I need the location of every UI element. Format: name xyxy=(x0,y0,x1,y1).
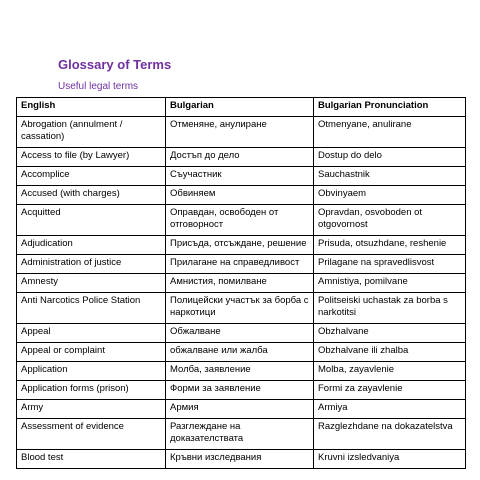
cell-bulgarian: Молба, заявление xyxy=(166,362,314,381)
cell-english: Abrogation (annulment / cassation) xyxy=(17,117,166,148)
header-pronunciation: Bulgarian Pronunciation xyxy=(314,98,466,117)
cell-bulgarian: Достъп до дело xyxy=(166,148,314,167)
cell-bulgarian: Армия xyxy=(166,400,314,419)
cell-english: Appeal or complaint xyxy=(17,343,166,362)
cell-pronunciation: Otmenyane, anulirane xyxy=(314,117,466,148)
glossary-table xyxy=(16,97,466,469)
cell-pronunciation: Prilagane na spravedlisvost xyxy=(314,255,466,274)
cell-english: Access to file (by Lawyer) xyxy=(17,148,166,167)
cell-english: Administration of justice xyxy=(17,255,166,274)
cell-pronunciation: Obvinyaem xyxy=(314,186,466,205)
header-english: English xyxy=(17,98,166,117)
page-subtitle: Useful legal terms xyxy=(58,81,139,92)
cell-pronunciation: Politseiski uchastak za borba s narkotitsi xyxy=(314,293,466,324)
cell-pronunciation: Amnistiya, pomilvane xyxy=(314,274,466,293)
cell-bulgarian: Прилагане на справедливост xyxy=(166,255,314,274)
cell-english: Assessment of evidence xyxy=(17,419,166,450)
cell-english: Application forms (prison) xyxy=(17,381,166,400)
cell-bulgarian: Оправдан, освободен от отговорност xyxy=(166,205,314,236)
cell-english: Accused (with charges) xyxy=(17,186,166,205)
cell-pronunciation: Sauchastnik xyxy=(314,167,466,186)
cell-bulgarian: Обвиняем xyxy=(166,186,314,205)
table-row xyxy=(17,148,466,167)
table-header xyxy=(17,98,466,117)
table-row xyxy=(17,419,466,450)
table-row xyxy=(17,450,466,469)
cell-pronunciation: Obzhalvane ili zhalba xyxy=(314,343,466,362)
table-row xyxy=(17,324,466,343)
cell-bulgarian: Отменяне, анулиране xyxy=(166,117,314,148)
cell-bulgarian: Амнистия, помилване xyxy=(166,274,314,293)
cell-pronunciation: Formi za zayavlenie xyxy=(314,381,466,400)
cell-pronunciation: Prisuda, otsuzhdane, reshenie xyxy=(314,236,466,255)
cell-bulgarian: обжалване или жалба xyxy=(166,343,314,362)
cell-english: Accomplice xyxy=(17,167,166,186)
cell-english: Adjudication xyxy=(17,236,166,255)
table-row xyxy=(17,186,466,205)
table-row xyxy=(17,205,466,236)
cell-pronunciation: Armiya xyxy=(314,400,466,419)
page-title: Glossary of Terms xyxy=(58,57,172,72)
table-body xyxy=(17,117,466,469)
cell-bulgarian: Форми за заявление xyxy=(166,381,314,400)
cell-english: Blood test xyxy=(17,450,166,469)
table-row xyxy=(17,274,466,293)
cell-bulgarian: Полицейски участък за борба с наркотици xyxy=(166,293,314,324)
cell-pronunciation: Opravdan, osvoboden ot otgovornost xyxy=(314,205,466,236)
cell-bulgarian: Присъда, отсъждане, решение xyxy=(166,236,314,255)
cell-english: Application xyxy=(17,362,166,381)
table-row xyxy=(17,236,466,255)
cell-bulgarian: Обжалване xyxy=(166,324,314,343)
header-bulgarian: Bulgarian xyxy=(166,98,314,117)
cell-english: Anti Narcotics Police Station xyxy=(17,293,166,324)
table-row xyxy=(17,167,466,186)
header-row xyxy=(17,98,466,117)
cell-english: Appeal xyxy=(17,324,166,343)
table-row xyxy=(17,343,466,362)
cell-pronunciation: Kruvni izsledvaniya xyxy=(314,450,466,469)
table-row xyxy=(17,362,466,381)
table-row xyxy=(17,293,466,324)
cell-english: Army xyxy=(17,400,166,419)
table-row xyxy=(17,255,466,274)
cell-bulgarian: Кръвни изследвания xyxy=(166,450,314,469)
cell-english: Amnesty xyxy=(17,274,166,293)
cell-bulgarian: Разглеждане на доказателствата xyxy=(166,419,314,450)
cell-pronunciation: Molba, zayavlenie xyxy=(314,362,466,381)
cell-pronunciation: Dostup do delo xyxy=(314,148,466,167)
cell-pronunciation: Razglezhdane na dokazatelstva xyxy=(314,419,466,450)
table-row xyxy=(17,117,466,148)
cell-english: Acquitted xyxy=(17,205,166,236)
cell-bulgarian: Съучастник xyxy=(166,167,314,186)
table-row xyxy=(17,381,466,400)
cell-pronunciation: Obzhalvane xyxy=(314,324,466,343)
table-row xyxy=(17,400,466,419)
